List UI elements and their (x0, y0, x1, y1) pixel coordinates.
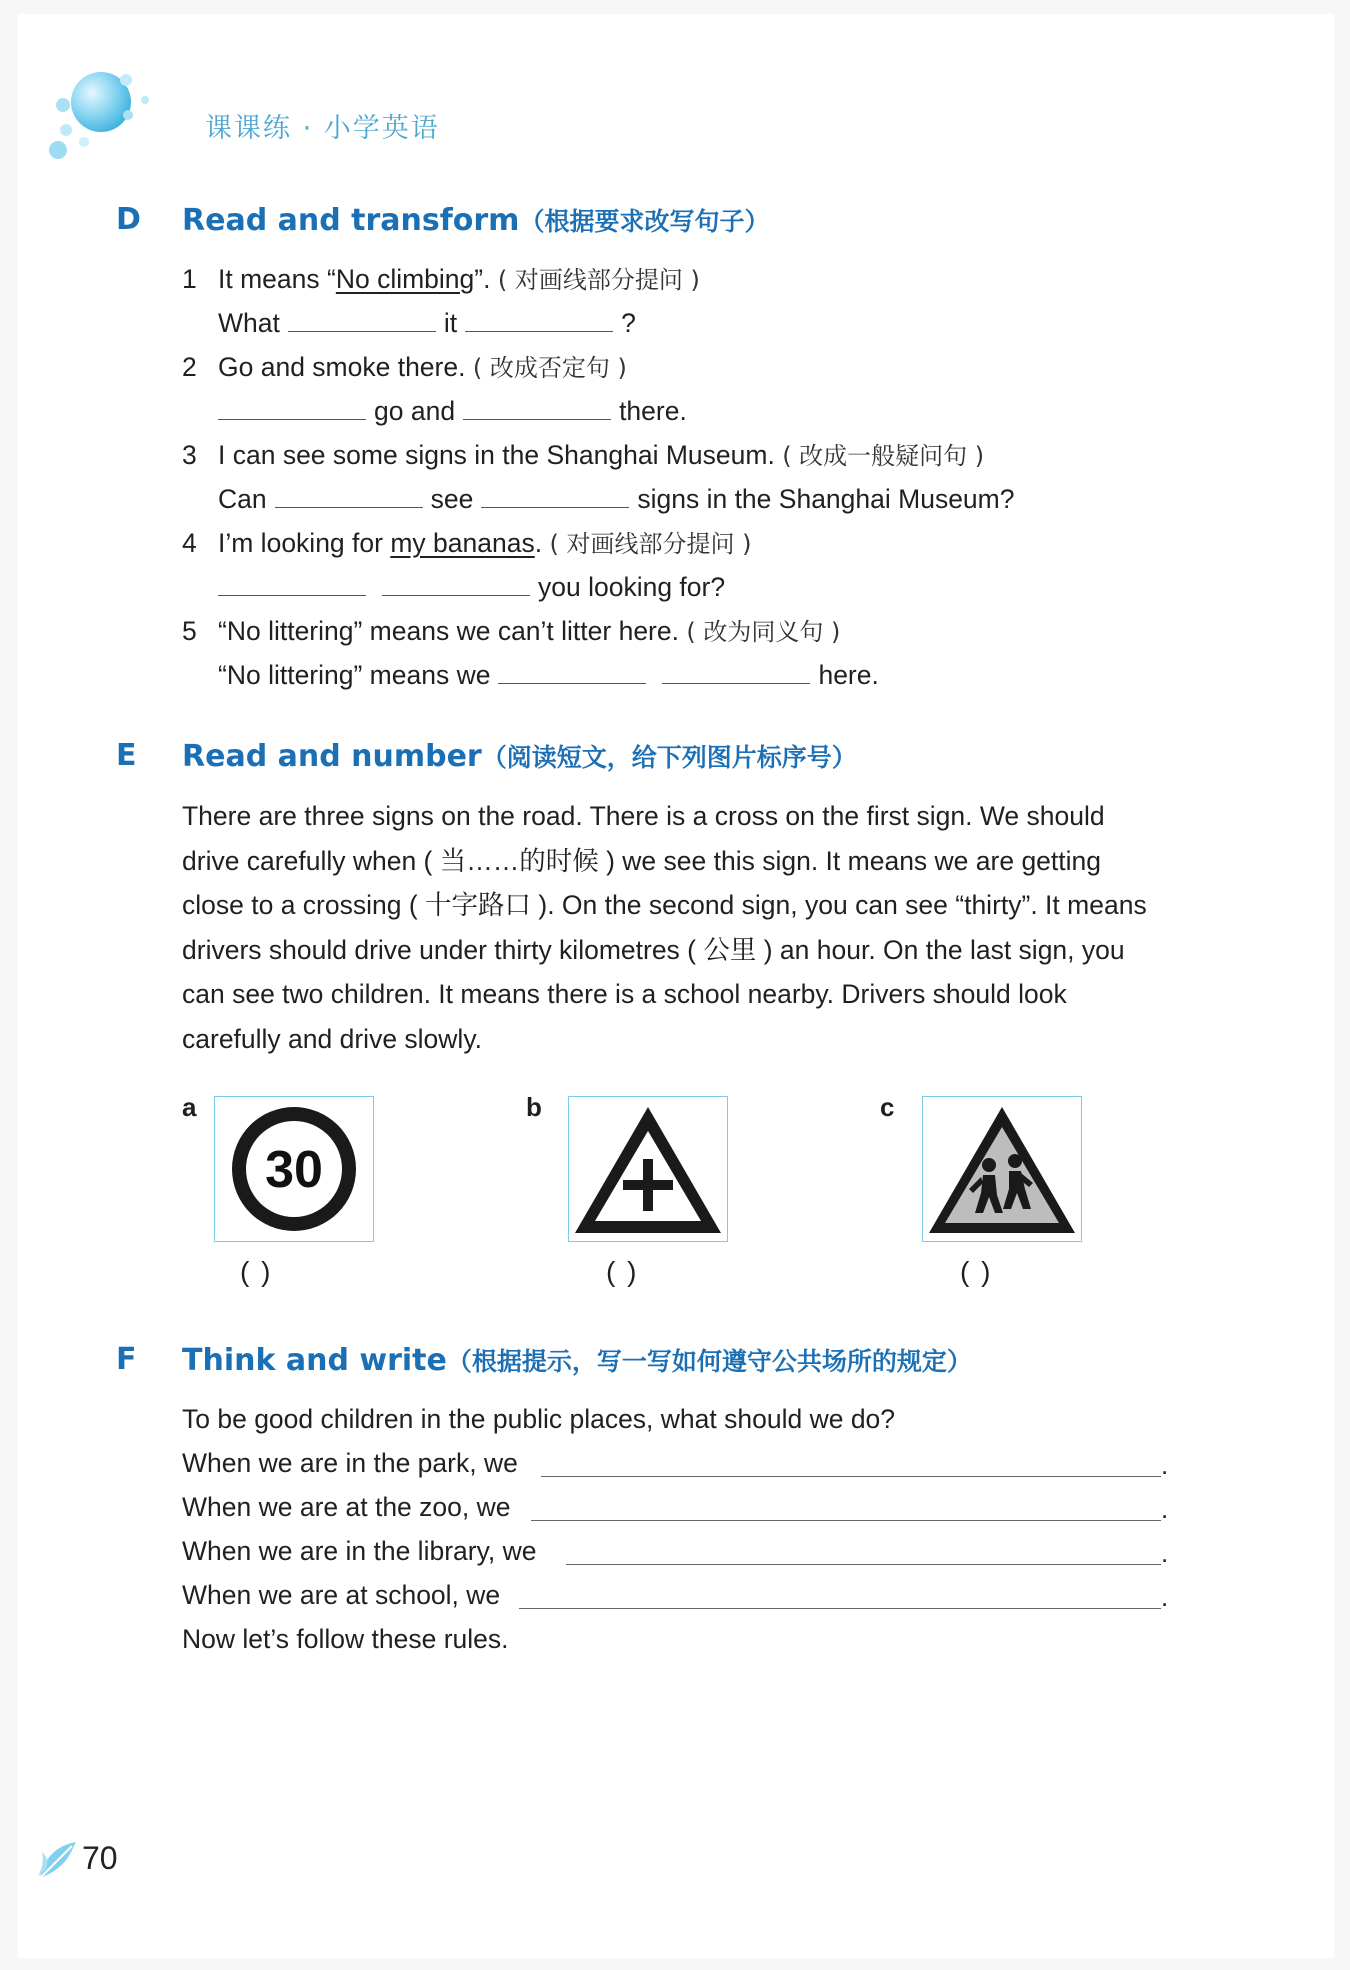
f-intro-question: To be good children in the public places, what should we do? (182, 1404, 896, 1434)
section-d-letter: D (116, 202, 141, 237)
section-e-title-cn: （阅读短文，给下列图片标序号） (481, 743, 857, 772)
answer-text: go and (374, 396, 456, 426)
answer-text: ? (621, 308, 636, 338)
d-item-5-question (182, 614, 840, 649)
f-answer-line-school[interactable] (519, 1608, 1161, 1609)
passage-line: close to a crossing ( 十字路口 ). On the second sign, you can see “thirty”. It means (182, 890, 1147, 920)
d-item-4-underlined: my bananas (390, 528, 535, 558)
answer-text: “No littering” means we (218, 660, 491, 690)
sign-c-answer-parentheses[interactable]: ( ) (960, 1256, 993, 1287)
f-closing: Now let’s follow these rules. (182, 1624, 509, 1654)
leaf-decoration-icon (36, 1838, 80, 1882)
d-item-3-note: ( 改成一般疑问句 ) (782, 442, 985, 470)
d-item-4-note: ( 对画线部分提问 ) (549, 530, 752, 558)
d-item-5-sentence: “No littering” means we can’t litter here. (218, 616, 679, 646)
answer-blank[interactable] (662, 663, 810, 684)
answer-text: you looking for? (538, 572, 726, 602)
sign-b-frame (568, 1096, 728, 1242)
section-d-title-en: Read and transform (182, 203, 520, 238)
d-item-2-sentence: Go and smoke there. (218, 352, 466, 382)
sign-a-answer-parentheses[interactable]: ( ) (240, 1256, 273, 1287)
sign-c-frame (922, 1096, 1082, 1242)
d-item-2-note: ( 改成否定句 ) (472, 354, 627, 382)
answer-text: there. (619, 396, 687, 426)
d-item-5-answer (218, 658, 879, 692)
section-f-title-en: Think and write (182, 1343, 447, 1378)
answer-text: What (218, 308, 280, 338)
d-item-5-number: 5 (182, 616, 197, 646)
passage-line: carefully and drive slowly. (182, 1023, 482, 1054)
d-item-1-number: 1 (182, 264, 197, 294)
page-number: 70 (82, 1840, 118, 1876)
section-f-letter: F (116, 1342, 137, 1377)
answer-blank[interactable] (481, 487, 629, 508)
answer-text: signs in the Shanghai Museum? (637, 484, 1015, 514)
passage-line: can see two children. It means there is a school nearby. Drivers should look (182, 979, 1067, 1009)
children-crossing-sign-icon (923, 1097, 1081, 1241)
answer-text: here. (818, 660, 879, 690)
d-item-1-question (182, 262, 700, 297)
sign-b-answer-parentheses[interactable]: ( ) (606, 1256, 639, 1287)
answer-blank[interactable] (498, 663, 646, 684)
sign-a-number: 30 (265, 1141, 323, 1199)
d-item-4-pre: I’m looking for (218, 528, 391, 558)
d-item-4-post: . (534, 528, 543, 558)
d-item-1-pre: It means “ (218, 264, 336, 294)
f-period: . (1161, 1450, 1169, 1480)
d-item-4-answer (218, 570, 725, 604)
speed-limit-30-sign-icon (215, 1097, 373, 1241)
section-d-title-cn: （根据要求改写句子） (519, 207, 770, 236)
d-item-2-number: 2 (182, 352, 197, 382)
answer-blank[interactable] (465, 311, 613, 332)
answer-blank[interactable] (218, 399, 366, 420)
answer-text: see (430, 484, 474, 514)
d-item-4-question (182, 526, 751, 561)
sign-a-label: a (182, 1092, 197, 1122)
d-item-1-answer (218, 306, 636, 340)
passage-line: drivers should drive under thirty kilometres ( 公里 ) an hour. On the last sign, you (182, 934, 1125, 965)
answer-blank[interactable] (288, 311, 436, 332)
section-e-letter: E (116, 738, 137, 773)
answer-blank[interactable] (463, 399, 611, 420)
d-item-5-note: ( 改为同义句 ) (686, 618, 841, 646)
section-f-title-cn: （根据提示，写一写如何遵守公共场所的规定） (446, 1347, 972, 1376)
answer-blank[interactable] (275, 487, 423, 508)
section-e-title-en: Read and number (182, 739, 482, 774)
answer-text: it (443, 308, 458, 338)
answer-blank[interactable] (382, 575, 530, 596)
answer-text: Can (218, 484, 267, 514)
passage-line: There are three signs on the road. There is a cross on the first sign. We should (182, 801, 1105, 831)
book-series-title: 课课练 · 小学英语 (205, 113, 440, 144)
d-item-3-answer (218, 482, 1014, 516)
sign-a-frame (214, 1096, 374, 1242)
d-item-3-sentence: I can see some signs in the Shanghai Museum. (218, 440, 775, 470)
f-prompt-library: When we are in the library, we (182, 1536, 537, 1566)
d-item-2-answer (218, 394, 687, 428)
f-period: . (1161, 1538, 1169, 1568)
f-answer-line-library[interactable] (566, 1564, 1161, 1565)
f-prompt-school: When we are at school, we (182, 1580, 501, 1610)
d-item-2-question (182, 350, 627, 385)
f-prompt-park: When we are in the park, we (182, 1448, 518, 1478)
sign-b-label: b (526, 1092, 542, 1122)
f-period: . (1161, 1494, 1169, 1524)
f-prompt-zoo: When we are at the zoo, we (182, 1492, 511, 1522)
f-period: . (1161, 1582, 1169, 1612)
d-item-1-underlined: No climbing (335, 264, 475, 294)
bubbles-decoration-icon (46, 60, 176, 180)
section-d-title (182, 202, 769, 238)
d-item-3-number: 3 (182, 440, 197, 470)
crossroads-warning-sign-icon (569, 1097, 727, 1241)
sign-c-label: c (880, 1092, 895, 1122)
reading-passage (182, 794, 1162, 1061)
f-answer-line-park[interactable] (541, 1476, 1161, 1477)
d-item-3-question (182, 438, 984, 473)
passage-line: drive carefully when ( 当……的时候 ) we see this sign. It means we are getting (182, 845, 1102, 876)
d-item-1-note: ( 对画线部分提问 ) (497, 266, 700, 294)
d-item-1-post: ”. (474, 264, 491, 294)
f-answer-line-zoo[interactable] (531, 1520, 1161, 1521)
answer-blank[interactable] (218, 575, 366, 596)
d-item-4-number: 4 (182, 528, 197, 558)
section-f-title (182, 1342, 972, 1378)
section-e-title (182, 738, 857, 774)
